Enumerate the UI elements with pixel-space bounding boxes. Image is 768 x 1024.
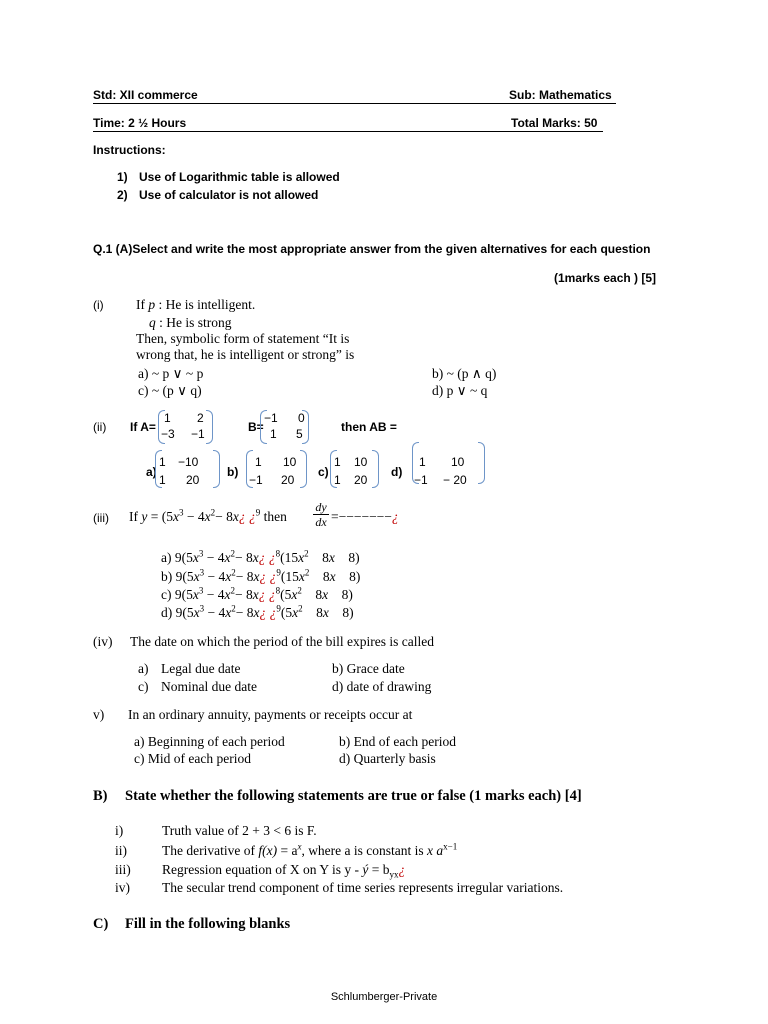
q-iii-equation: If $y = (5x^3 - 4x^2-$ 8x¿ ¿$^9$ then [129,507,287,524]
q-v-option-d: d) Quarterly basis [339,751,436,766]
q-i-option-b: b) ~ (p ∧ q) [432,366,497,381]
instructions-title: Instructions: [93,143,166,157]
q-iii-option-d: d) $9(5x^3 - 4x^2-$ 8x¿ ¿$^9(5x^2$ 8x 8) [161,603,354,620]
q-i-num: (i) [93,298,104,312]
dy-dx-fraction: $\frac{dy}{dx}$ [313,500,329,529]
section-b-title: State whether the following statements are true or false (1 marks each) [4] [125,788,582,804]
option-a-cell: 1 [159,473,166,487]
subject-label: Sub: Mathematics [509,88,612,102]
q-ii-if-a: If A= [130,420,156,434]
option-d-cell: 10 [451,455,465,469]
q-v-option-a: a) Beginning of each period [134,734,285,749]
section-b-item-2-text: The derivative of $f(x) = a^x$, where a is constant is x $a^{x-1}$ [162,841,458,858]
q-i-option-a: a) ~ p ∨ ~ p [138,366,204,381]
section-b-item-4-num: iv) [115,880,130,895]
q-i-option-d: d) p ∨ ~ q [432,383,488,398]
q-iii-option-b: b) $9(5x^3 - 4x^2-$ 8x¿ ¿$^9(15x^2$ 8x 8) [161,567,361,584]
q-i-line3: Then, symbolic form of statement “It is [136,331,350,346]
option-c-cell: 1 [334,455,341,469]
q-ii-option-d-label: d) [391,465,403,479]
footer-label: Schlumberger-Private [330,991,438,1003]
matrix-a-cell: 1 [164,411,171,425]
matrix-a-cell: −1 [191,427,205,441]
option-d-cell: − 20 [443,473,467,487]
q-iii-num: (iii) [93,511,109,525]
section-b-item-1-num: i) [115,823,124,838]
q-iv-option-c: Nominal due date [161,679,257,694]
q-ii-option-c-label: c) [318,465,329,479]
section-b-num: B) [93,788,108,804]
option-b-cell: 10 [283,455,297,469]
instruction-1-text: Use of Logarithmic table is allowed [139,170,340,184]
option-a-cell: −10 [178,455,199,469]
section-c-title: Fill in the following blanks [125,916,291,932]
option-c-right-bracket [372,450,379,488]
q1a-marks: (1marks each ) [5] [554,271,657,285]
instruction-1-num: 1) [117,170,128,184]
q-i-line2: q : He is strong [149,315,232,330]
option-b-cell: 1 [255,455,262,469]
time-label: Time: 2 ½ Hours [93,116,187,130]
std-label: Std: XII commerce [93,88,198,102]
matrix-b-cell: −1 [264,411,278,425]
section-b-item-2-num: ii) [115,843,127,858]
option-c-cell: 1 [334,473,341,487]
section-c-num: C) [93,916,109,932]
option-d-cell: −1 [414,473,428,487]
q-i-option-c: c) ~ (p ∨ q) [138,383,202,398]
q1a-title: Q.1 (A)Select and write the most appropriate answer from the given alternatives for each question [93,242,651,256]
q-iii-answer-blank: =−−−−−−−¿ [331,509,399,524]
q-iii-option-c: c) $9(5x^3 - 4x^2-$ 8x¿ ¿$^8(5x^2$ 8x 8) [161,585,353,602]
q-v-option-b: b) End of each period [339,734,456,749]
matrix-a-cell: −3 [161,427,175,441]
q-iv-text: The date on which the period of the bill expires is called [130,634,435,649]
instruction-2-num: 2) [117,188,128,202]
matrix-b-cell: 5 [296,427,303,441]
option-b-cell: 20 [281,473,295,487]
q-iv-option-c-num: c) [138,679,149,694]
q-i-line4: wrong that, he is intelligent or strong” is [136,347,355,362]
option-d-right-bracket [478,442,485,484]
option-c-cell: 10 [354,455,368,469]
option-b-right-bracket [300,450,307,488]
option-b-cell: −1 [249,473,263,487]
section-b-item-3-text: Regression equation of X on Y is y - ý = $b_{yx}¿$ [162,862,406,880]
q-iv-option-a-num: a) [138,661,149,676]
option-d-cell: 1 [419,455,426,469]
section-b-item-3-num: iii) [115,862,131,877]
time-line [93,116,603,132]
q-v-num: v) [93,707,105,722]
q-iv-option-d: d) date of drawing [332,679,432,694]
option-a-right-bracket [213,450,220,488]
q-iii-option-a: a) $9(5x^3 - 4x^2-$ 8x¿ ¿$^8(15x^2$ 8x 8) [161,548,360,565]
matrix-a-right-bracket [206,410,213,444]
option-a-cell: 1 [159,455,166,469]
section-b-item-1-text: Truth value of 2 + 3 < 6 is F. [162,823,317,838]
q-ii-option-a-label: a) [146,465,157,479]
matrix-a-cell: 2 [197,411,204,425]
q-iv-num: (iv) [93,634,113,649]
q-v-text: In an ordinary annuity, payments or receipts occur at [128,707,413,722]
option-c-cell: 20 [354,473,368,487]
section-b-item-4-text: The secular trend component of time series represents irregular variations. [162,880,564,895]
option-a-cell: 20 [186,473,200,487]
q-ii-then: then AB = [341,420,397,434]
total-marks-label: Total Marks: 50 [511,116,598,130]
q-ii-option-b-label: b) [227,465,239,479]
q-iv-option-a: Legal due date [161,661,241,676]
q-ii-b-label: B= [248,420,264,434]
std-line [93,88,616,104]
q-ii-num: (ii) [93,420,107,434]
matrix-b-cell: 0 [298,411,305,425]
q-v-option-c: c) Mid of each period [134,751,251,766]
instruction-2-text: Use of calculator is not allowed [139,188,319,202]
q-i-line1: If p : He is intelligent. [136,297,256,312]
q-iv-option-b: b) Grace date [332,661,405,676]
matrix-b-cell: 1 [270,427,277,441]
